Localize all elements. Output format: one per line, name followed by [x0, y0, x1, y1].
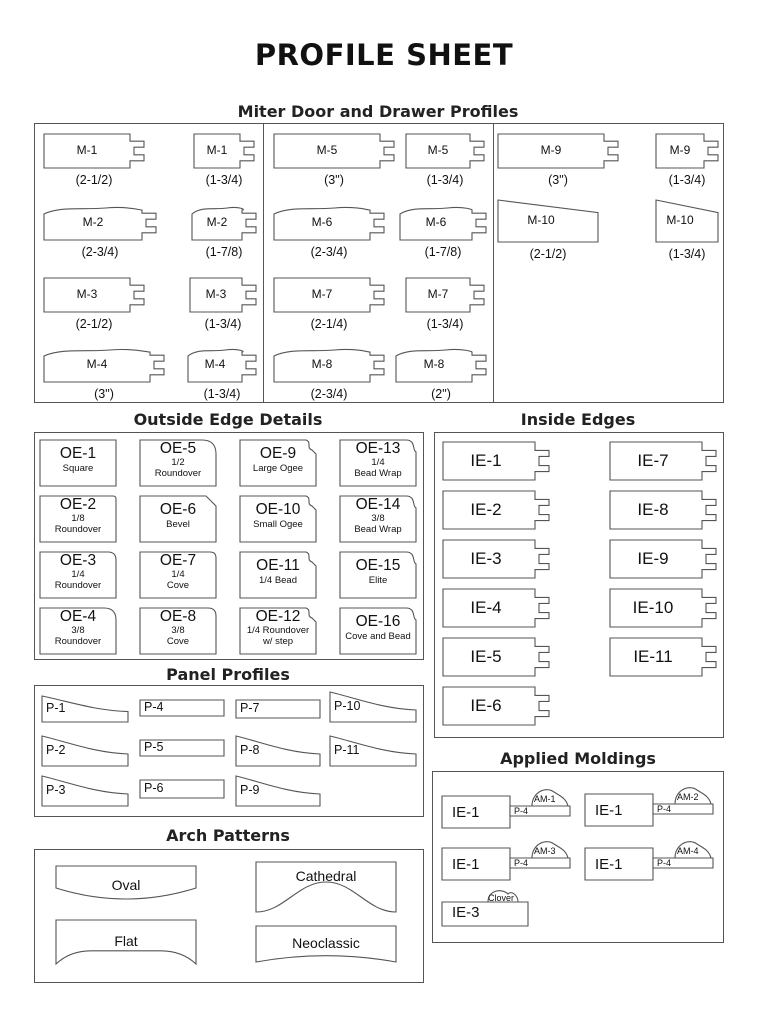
applied-panel-name: P-4 [657, 858, 672, 868]
panel-name: P-5 [144, 740, 164, 754]
arch-section-title: Arch Patterns [166, 826, 290, 845]
panel-profile-p-7 [236, 700, 320, 718]
miter-size: (2-1/4) [310, 317, 348, 331]
outside-edge-name: OE-16 [355, 613, 401, 630]
outside-edge-desc: 1/4 [71, 569, 85, 580]
panel-profile-p-5 [140, 740, 224, 756]
miter-profile-m-7 [406, 278, 484, 342]
page-title: PROFILE SHEET [254, 38, 514, 72]
arch-oval [56, 866, 196, 906]
miter-name: M-2 [206, 215, 228, 229]
applied-molding-name: AM-3 [534, 846, 556, 856]
miter-profile-m-9 [656, 134, 718, 198]
outside-edge-oe-6 [140, 496, 216, 542]
miter-size: (2-3/4) [310, 387, 348, 401]
panel-profile-p-3 [42, 776, 128, 806]
outside-edge-oe-8 [140, 608, 216, 654]
panel-name: P-4 [144, 700, 164, 714]
miter-size: (1-7/8) [205, 245, 243, 259]
outside-edge-desc: 1/4 [171, 569, 185, 580]
outside-edge-desc: 3/8 [171, 625, 185, 636]
inside-edge-ie-6 [443, 687, 549, 725]
outside-edge-name: OE-8 [159, 608, 197, 625]
miter-name: M-8 [423, 357, 445, 371]
arch-neoclassic [256, 926, 396, 962]
inside-edge-ie-4 [443, 589, 549, 627]
miter-profile-m-10 [656, 200, 718, 272]
miter-profile-m-5 [406, 134, 484, 198]
inside-edge-ie-3 [443, 540, 549, 578]
outside-edge-desc: Square [62, 463, 94, 474]
outside-edge-name: OE-14 [355, 496, 401, 513]
inside-edge-name: IE-9 [637, 549, 669, 568]
outside-edge-name: OE-2 [59, 496, 97, 513]
miter-size: (2-3/4) [310, 245, 348, 259]
miter-size: (2-1/2) [75, 173, 113, 187]
inside-edge-name: IE-8 [637, 500, 669, 519]
outside-edge-desc: Roundover [54, 580, 102, 591]
miter-profile-m-3 [190, 278, 256, 342]
inside-edge-ie-11 [610, 638, 716, 676]
miter-name: M-5 [316, 143, 338, 157]
arch-name: Cathedral [295, 868, 357, 884]
miter-size: (1-7/8) [424, 245, 462, 259]
miter-profile-m-10 [498, 200, 598, 272]
outside-edge-oe-7 [140, 552, 216, 598]
panel-profile-p-4 [140, 700, 224, 716]
arch-flat [56, 920, 196, 964]
outside-edge-oe-4 [40, 608, 116, 654]
applied-rail-name: IE-1 [452, 856, 480, 873]
miter-size: (1-3/4) [205, 173, 243, 187]
outside-section-title: Outside Edge Details [133, 410, 323, 429]
panel-name: P-3 [46, 783, 66, 797]
panel-name: P-7 [240, 701, 260, 715]
panel-section-title: Panel Profiles [166, 665, 290, 684]
applied-panel-name: P-4 [514, 858, 529, 868]
miter-size: (1-3/4) [668, 173, 706, 187]
miter-size: (2-3/4) [81, 245, 119, 259]
miter-profile-m-5 [274, 134, 394, 198]
outside-edge-name: OE-13 [355, 440, 401, 457]
inside-edge-name: IE-10 [632, 598, 674, 617]
miter-name: M-9 [669, 143, 691, 157]
outside-edge-name: OE-5 [159, 440, 197, 457]
applied-panel-name: P-4 [514, 806, 529, 816]
outside-edge-name: OE-15 [355, 557, 401, 574]
miter-name: M-4 [86, 357, 108, 371]
panel-name: P-9 [240, 783, 260, 797]
outside-edge-name: OE-3 [59, 552, 97, 569]
miter-name: M-3 [205, 287, 227, 301]
inside-edge-name: IE-7 [637, 451, 669, 470]
miter-profile-m-7 [274, 278, 384, 342]
outside-edge-name: OE-11 [256, 557, 300, 574]
miter-name: M-6 [425, 215, 447, 229]
miter-divider-2 [493, 124, 494, 402]
miter-profile-m-6 [274, 206, 384, 270]
miter-name: M-8 [311, 357, 333, 371]
outside-edge-oe-12 [240, 608, 316, 654]
applied-rail-name: IE-1 [595, 856, 623, 873]
miter-name: M-9 [540, 143, 562, 157]
miter-size: (1-3/4) [203, 387, 241, 401]
outside-edge-oe-11 [240, 552, 316, 598]
outside-edge-desc: Small Ogee [253, 519, 303, 530]
miter-size: (3") [324, 173, 344, 187]
panel-profile-p-10 [330, 692, 416, 722]
outside-edge-oe-3 [40, 552, 116, 598]
outside-edge-desc: Roundover [54, 636, 102, 647]
applied-molding-am-4 [585, 842, 715, 880]
miter-name: M-7 [311, 287, 333, 301]
miter-name: M-10 [527, 213, 555, 227]
arch-name: Flat [114, 933, 138, 949]
miter-size: (1-3/4) [426, 173, 464, 187]
inside-edge-name: IE-4 [470, 598, 502, 617]
applied-molding-name: AM-2 [677, 792, 699, 802]
miter-name: M-4 [204, 357, 226, 371]
outside-edge-desc: Cove [166, 580, 190, 591]
outside-edge-desc: Roundover [154, 468, 202, 479]
outside-edge-desc: 3/8 [371, 513, 385, 524]
miter-profile-m-8 [396, 348, 486, 412]
panel-profile-p-1 [42, 696, 128, 722]
inside-edge-name: IE-11 [633, 647, 673, 666]
miter-name: M-2 [82, 215, 104, 229]
applied-section-title: Applied Moldings [500, 749, 656, 768]
panel-name: P-1 [46, 701, 66, 715]
outside-edge-desc: Bead Wrap [354, 468, 402, 479]
outside-edge-desc: Bevel [166, 519, 190, 530]
outside-edge-name: OE-12 [255, 608, 301, 625]
miter-divider-1 [263, 124, 264, 402]
miter-profile-m-2 [44, 206, 156, 270]
miter-size: (3") [548, 173, 568, 187]
miter-name: M-6 [311, 215, 333, 229]
inside-edge-ie-2 [443, 491, 549, 529]
outside-edge-desc: 1/2 [171, 457, 185, 468]
panel-profile-p-9 [236, 776, 320, 806]
outside-edge-oe-10 [240, 496, 316, 542]
applied-molding-clover [442, 888, 572, 926]
outside-edge-desc: 1/4 Bead [258, 575, 298, 586]
outside-edge-name: OE-7 [159, 552, 197, 569]
outside-edge-name: OE-4 [59, 608, 97, 625]
inside-edge-name: IE-6 [470, 696, 502, 715]
outside-edge-desc: Roundover [54, 524, 102, 535]
applied-molding-am-1 [442, 790, 572, 828]
arch-name: Neoclassic [292, 935, 360, 951]
panel-profile-p-2 [42, 736, 128, 766]
miter-name: M-10 [666, 213, 694, 227]
miter-size: (3") [94, 387, 114, 401]
inside-edge-ie-1 [443, 442, 549, 480]
miter-profile-m-6 [400, 206, 486, 270]
panel-name: P-2 [46, 743, 66, 757]
outside-edge-desc: 1/4 Roundover [246, 625, 310, 636]
panel-profile-p-6 [140, 780, 224, 798]
outside-edge-name: OE-6 [159, 501, 197, 518]
miter-size: (2-1/2) [75, 317, 113, 331]
applied-molding-name: AM-1 [534, 794, 556, 804]
applied-molding-am-3 [442, 842, 572, 880]
outside-edge-oe-9 [240, 440, 316, 486]
outside-edge-oe-14 [340, 496, 416, 542]
inside-edge-name: IE-2 [470, 500, 502, 519]
outside-edge-desc: Cove and Bead [345, 631, 411, 642]
inside-edge-ie-10 [610, 589, 716, 627]
applied-rail-name: IE-1 [595, 802, 623, 819]
miter-name: M-1 [206, 143, 228, 157]
inside-edge-ie-5 [443, 638, 549, 676]
panel-name: P-11 [334, 743, 360, 757]
outside-edge-oe-15 [340, 552, 416, 598]
miter-name: M-3 [76, 287, 98, 301]
miter-section-title: Miter Door and Drawer Profiles [237, 102, 519, 121]
miter-profile-m-1 [44, 134, 144, 198]
outside-edge-desc: 3/8 [71, 625, 85, 636]
arch-cathedral [256, 862, 396, 912]
applied-rail-name: IE-1 [452, 804, 480, 821]
applied-rail-name: IE-3 [452, 904, 480, 921]
outside-edge-desc: 1/4 [371, 457, 385, 468]
miter-profile-m-4 [44, 348, 164, 412]
outside-edge-desc: w/ step [262, 636, 294, 647]
panel-profile-p-8 [236, 736, 320, 766]
outside-edge-desc: Bead Wrap [354, 524, 402, 535]
miter-name: M-7 [427, 287, 449, 301]
miter-size: (1-3/4) [204, 317, 242, 331]
outside-edge-name: OE-1 [59, 445, 97, 462]
miter-size: (1-3/4) [426, 317, 464, 331]
inside-edge-name: IE-5 [470, 647, 502, 666]
miter-size: (1-3/4) [668, 247, 706, 261]
miter-profile-m-2 [192, 206, 256, 270]
outside-edge-oe-1 [40, 440, 116, 486]
applied-panel-name: P-4 [657, 804, 672, 814]
arch-name: Oval [111, 877, 141, 893]
outside-edge-oe-16 [340, 608, 416, 654]
miter-profile-m-9 [498, 134, 618, 198]
miter-profile-m-1 [194, 134, 254, 198]
inside-edge-name: IE-3 [470, 549, 502, 568]
outside-edge-desc: 1/8 [71, 513, 85, 524]
outside-edge-oe-2 [40, 496, 116, 542]
inside-edge-ie-8 [610, 491, 716, 529]
miter-size: (2") [431, 387, 451, 401]
outside-edge-desc: Cove [166, 636, 190, 647]
outside-edge-oe-13 [340, 440, 416, 486]
inside-edge-name: IE-1 [470, 451, 502, 470]
outside-edge-oe-5 [140, 440, 216, 486]
outside-edge-name: OE-10 [255, 501, 301, 518]
miter-name: M-1 [76, 143, 98, 157]
panel-name: P-8 [240, 743, 260, 757]
outside-edge-name: OE-9 [259, 445, 297, 462]
outside-edge-desc: Elite [368, 575, 388, 586]
panel-name: P-6 [144, 781, 164, 795]
inside-edge-ie-7 [610, 442, 716, 480]
miter-size: (2-1/2) [529, 247, 567, 261]
panel-profile-p-11 [330, 736, 416, 766]
miter-profile-m-8 [274, 348, 384, 412]
applied-molding-am-2 [585, 788, 715, 826]
panel-name: P-10 [334, 699, 361, 713]
applied-molding-name: Clover [488, 893, 515, 903]
miter-name: M-5 [427, 143, 449, 157]
inside-section-title: Inside Edges [520, 410, 636, 429]
miter-profile-m-3 [44, 278, 144, 342]
miter-profile-m-4 [188, 348, 256, 412]
outside-edge-desc: Large Ogee [252, 463, 304, 474]
inside-edge-ie-9 [610, 540, 716, 578]
applied-molding-name: AM-4 [677, 846, 699, 856]
